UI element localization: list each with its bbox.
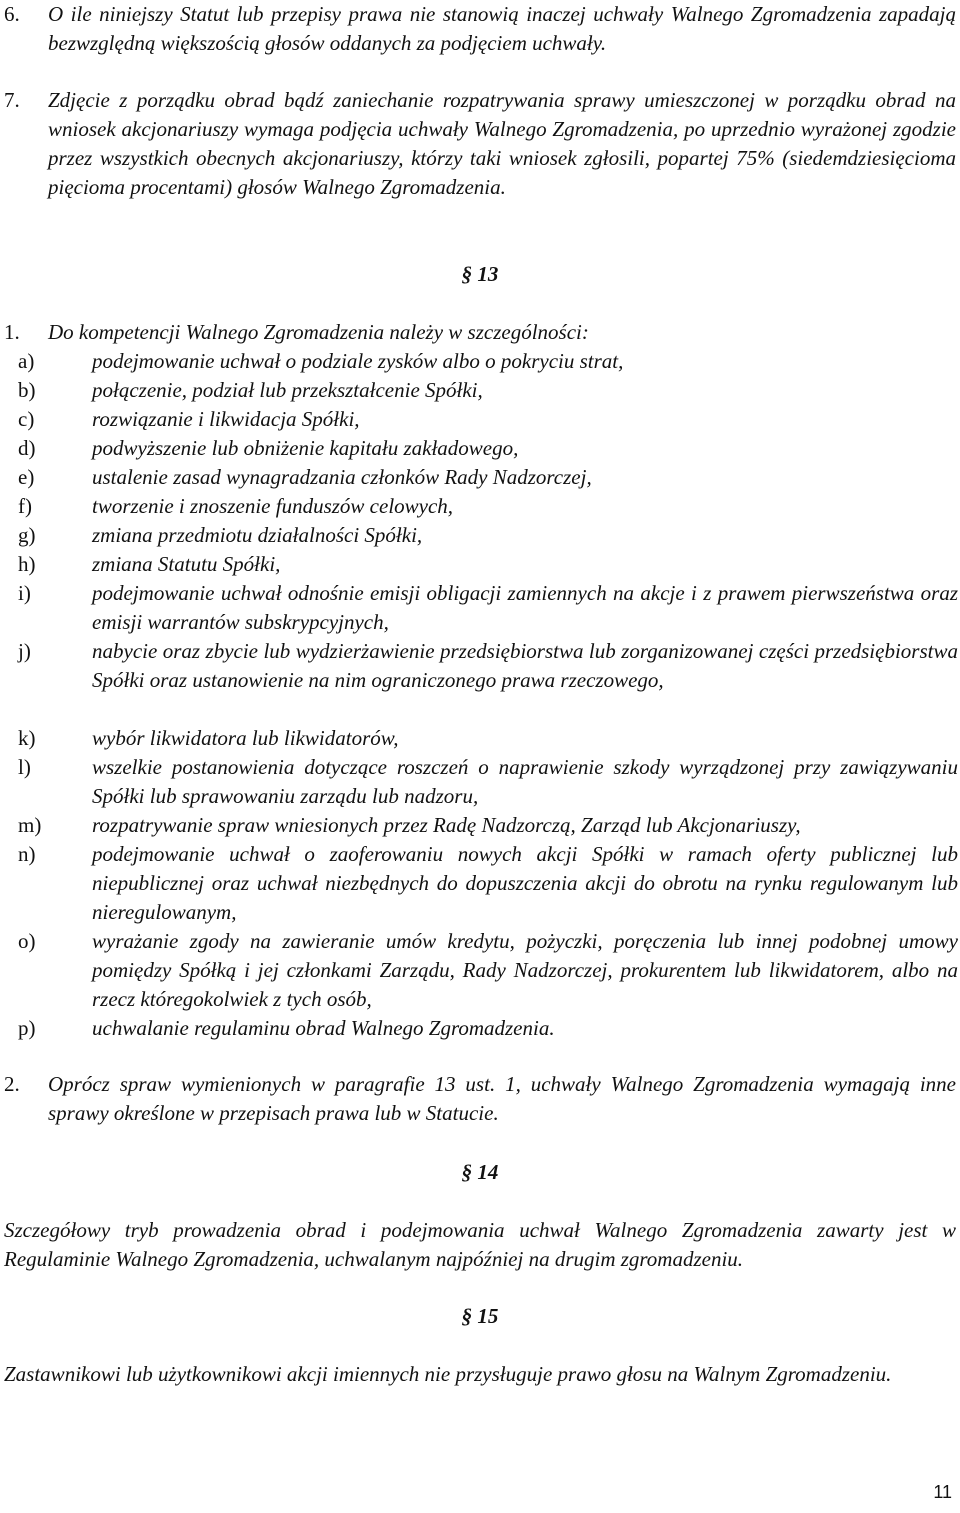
point-6-number: 6. bbox=[4, 2, 20, 26]
section-13-point-2-text: Oprócz spraw wymienionych w paragrafie 13 ust. 1, uchwały Walnego Zgromadzenia wymagają inne sprawy określone w przepisach prawa lub w Statucie. bbox=[48, 1072, 956, 1125]
list-item-text: uchwalanie regulaminu obrad Walnego Zgromadzenia. bbox=[92, 1016, 555, 1040]
list-item-text: podejmowanie uchwał o zaoferowaniu nowych akcji Spółki w ramach oferty publicznej lub niepublicznej oraz uchwał niezbędnych do dopuszczenia akcji do obrotu na rynku regulowanym lub nieregulowanym, bbox=[92, 842, 958, 924]
list-item-text: zmiana przedmiotu działalności Spółki, bbox=[92, 523, 423, 547]
point-6-text: O ile niniejszy Statut lub przepisy prawa nie stanowią inaczej uchwały Walnego Zgromadzenia zapadają bezwzględną większością głosów oddanych za podjęciem uchwały. bbox=[48, 2, 956, 55]
section-15-heading: § 15 bbox=[461, 1304, 499, 1328]
page-number: 11 bbox=[933, 1482, 952, 1502]
list-item-text: wybór likwidatora lub likwidatorów, bbox=[92, 726, 399, 750]
list-item-text: rozpatrywanie spraw wniesionych przez Radę Nadzorczą, Zarząd lub Akcjonariuszy, bbox=[92, 813, 801, 837]
section-13-point-1-number: 1. bbox=[4, 320, 20, 344]
list-item-label: d) bbox=[18, 436, 36, 460]
list-item-text: połączenie, podział lub przekształcenie Spółki, bbox=[92, 378, 483, 402]
list-item-text: podwyższenie lub obniżenie kapitału zakładowego, bbox=[92, 436, 519, 460]
section-14-text: Szczegółowy tryb prowadzenia obrad i podejmowania uchwał Walnego Zgromadzenia zawarty jest w Regulaminie Walnego Zgromadzenia, uchwalanym najpóźniej na drugim zgromadzeniu. bbox=[4, 1218, 956, 1271]
point-7-number: 7. bbox=[4, 88, 20, 112]
list-item-text: rozwiązanie i likwidacja Spółki, bbox=[92, 407, 360, 431]
list-item-text: zmiana Statutu Spółki, bbox=[92, 552, 281, 576]
list-item-text: podejmowanie uchwał o podziale zysków albo o pokryciu strat, bbox=[92, 349, 624, 373]
list-item-text: nabycie oraz zbycie lub wydzierżawienie przedsiębiorstwa lub zorganizowanej części przedsiębiorstwa Spółki oraz ustanowienie na nim ograniczonego prawa rzeczowego, bbox=[92, 639, 958, 692]
list-item-label: p) bbox=[18, 1016, 36, 1040]
list-item-text: ustalenie zasad wynagradzania członków Rady Nadzorczej, bbox=[92, 465, 592, 489]
list-item-text: podejmowanie uchwał odnośnie emisji obligacji zamiennych na akcje i z prawem pierwszeństwa oraz emisji warrantów subskrypcyjnych, bbox=[92, 581, 958, 634]
list-item-label: e) bbox=[18, 465, 35, 489]
section-13-point-1-intro: Do kompetencji Walnego Zgromadzenia należy w szczególności: bbox=[48, 320, 589, 344]
point-7-text: Zdjęcie z porządku obrad bądź zaniechanie rozpatrywania sprawy umieszczonej w porządku obrad na wniosek akcjonariuszy wymaga podjęcia uchwały Walnego Zgromadzenia, po uprzednio wyrażonej zgodzie przez wszystkich obecnych akcjonariuszy, którzy taki wniosek zgłosili, popartej 75% (siedemdziesięcioma pięcioma procentami) głosów Walnego Zgromadzenia. bbox=[48, 88, 956, 199]
list-item-label: k) bbox=[18, 726, 36, 750]
section-15-text: Zastawnikowi lub użytkownikowi akcji imiennych nie przysługuje prawo głosu na Walnym Zgromadzeniu. bbox=[4, 1362, 892, 1386]
list-item-label: c) bbox=[18, 407, 35, 431]
list-item-label: l) bbox=[18, 755, 31, 779]
list-item-label: o) bbox=[18, 929, 36, 953]
section-14-heading: § 14 bbox=[461, 1160, 499, 1184]
list-item-text: wyrażanie zgody na zawieranie umów kredytu, pożyczki, poręczenia lub innej podobnej umowy pomiędzy Spółką i jej członkami Zarządu, Rady Nadzorczej, prokurentem lub likwidatorem, albo na rzecz któregokolwiek z tych osób, bbox=[92, 929, 958, 1011]
list-item-label: h) bbox=[18, 552, 36, 576]
list-item-label: g) bbox=[18, 523, 36, 547]
list-item-text: tworzenie i znoszenie funduszów celowych, bbox=[92, 494, 454, 518]
list-item-text: wszelkie postanowienia dotyczące roszczeń o naprawienie szkody wyrządzonej przy zawiązywaniu Spółki lub sprawowaniu zarządu lub nadzoru, bbox=[92, 755, 958, 808]
list-item-label: i) bbox=[18, 581, 31, 605]
list-item-label: a) bbox=[18, 349, 35, 373]
section-13-point-2-number: 2. bbox=[4, 1072, 20, 1096]
section-13-heading: § 13 bbox=[461, 262, 499, 286]
list-item-label: n) bbox=[18, 842, 36, 866]
list-item-label: b) bbox=[18, 378, 36, 402]
list-item-label: j) bbox=[18, 639, 31, 663]
list-item-label: m) bbox=[18, 813, 42, 837]
list-item-label: f) bbox=[18, 494, 32, 518]
